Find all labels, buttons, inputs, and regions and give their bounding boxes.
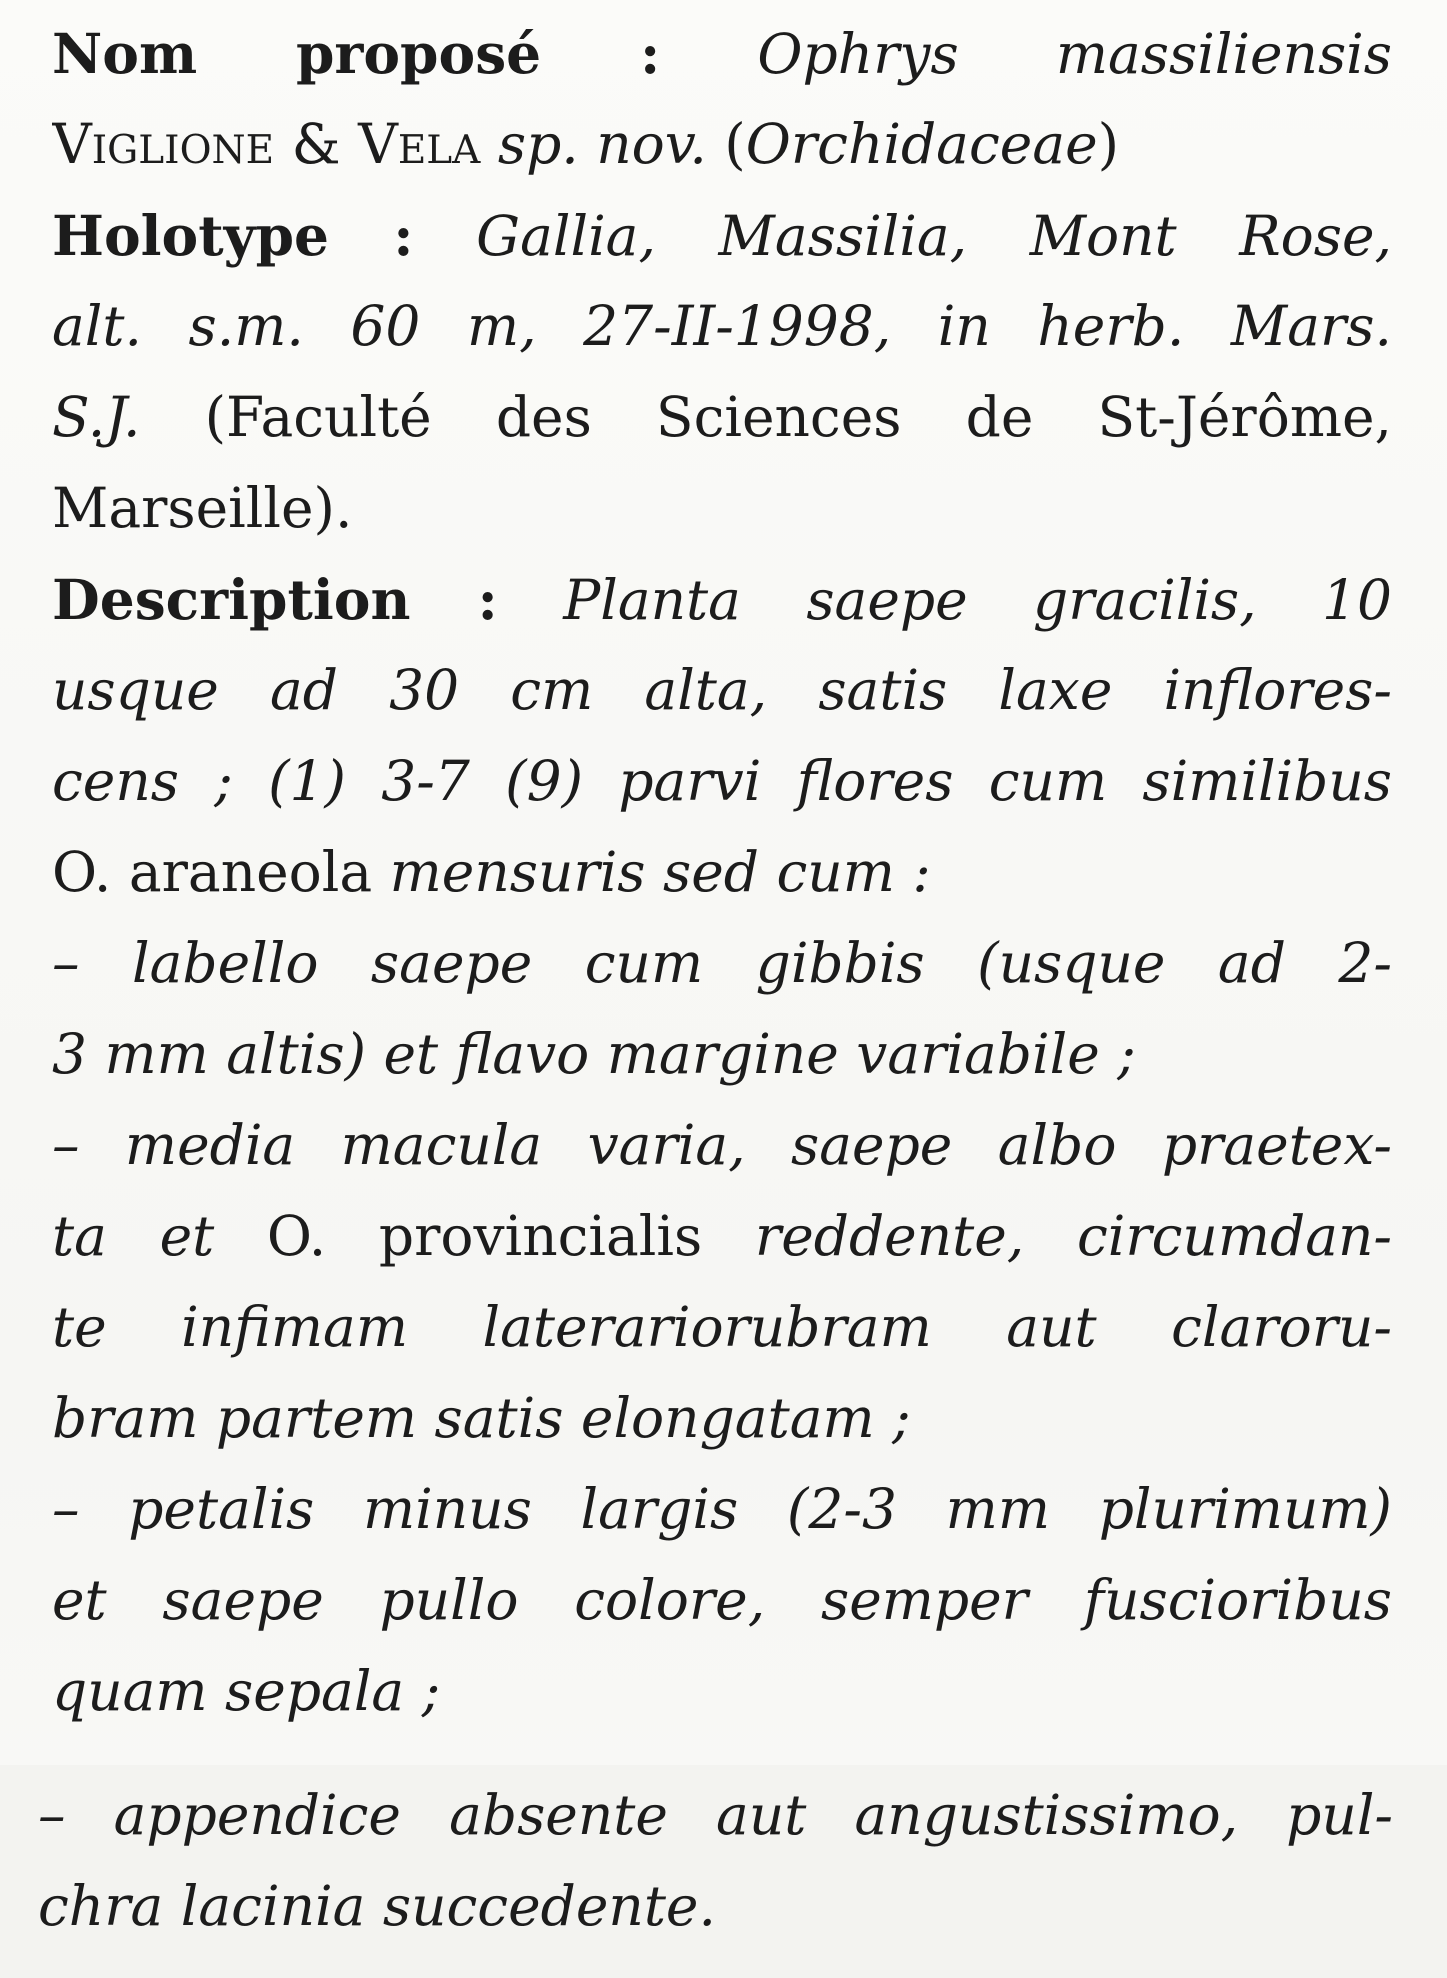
item-macula-c: te infimam laterariorubram aut claroru- <box>52 1295 1392 1359</box>
description-line-4 <box>52 827 1392 918</box>
herbarium-code: S.J. <box>52 385 141 449</box>
holotype-line-3 <box>52 372 1392 463</box>
item-labellum-b: 3 mm altis) et flavo margine variabile ; <box>52 1022 1136 1086</box>
description-line-1 <box>52 554 1392 645</box>
taxon-provincialis: O. provincialis <box>266 1204 703 1268</box>
sp-nov: sp. nov. <box>497 112 707 176</box>
description-text-4: mensuris sed cum : <box>389 840 931 904</box>
ampersand: & <box>291 112 341 176</box>
species-name: Ophrys massiliensis <box>757 22 1392 86</box>
taxon-araneola: O. araneola <box>52 840 373 904</box>
description-text-1: Planta saepe gracilis, 10 <box>563 568 1392 632</box>
family-close-paren: ) <box>1097 112 1120 176</box>
family-open-paren: ( <box>724 112 746 176</box>
last-item-block <box>38 1770 1393 1952</box>
author-2: Vela <box>358 112 481 176</box>
item-macula-a: – media macula varia, saepe albo praetex- <box>52 1113 1392 1177</box>
item-petals-a: – petalis minus largis (2-3 mm plurimum) <box>52 1477 1392 1541</box>
holotype-line-4: Marseille). <box>52 476 353 540</box>
nom-label: Nom proposé : <box>52 21 661 86</box>
item-petals-b: et saepe pullo colore, semper fuscioribus <box>52 1568 1392 1632</box>
description-line-3: cens ; (1) 3-7 (9) parvi flores cum similibus <box>52 749 1392 813</box>
item-appendix-b: chra lacinia succedente. <box>38 1874 716 1938</box>
item-macula-b <box>52 1191 1392 1282</box>
item-labellum-a: – labello saepe cum gibbis (usque ad 2- <box>52 931 1392 995</box>
item-macula-d: bram partem satis elongatam ; <box>52 1386 911 1450</box>
nom-line-1 <box>52 8 1392 99</box>
faculty-name: (Faculté des Sciences de St-Jérôme, <box>204 385 1392 449</box>
family-name: Orchidaceae <box>745 112 1098 176</box>
item-macula-b-pre: ta et <box>52 1204 215 1268</box>
nom-line-2 <box>52 99 1392 190</box>
description-line-2: usque ad 30 cm alta, satis laxe inflores- <box>52 658 1392 722</box>
holotype-line-1 <box>52 190 1392 281</box>
holotype-label: Holotype : <box>52 203 414 268</box>
item-petals-c: quam sepala ; <box>52 1659 441 1723</box>
holotype-locality: Gallia, Massilia, Mont Rose, <box>476 204 1392 268</box>
text-column <box>52 8 1392 1737</box>
item-appendix-a: – appendice absente aut angustissimo, pul- <box>38 1783 1393 1847</box>
holotype-line-2: alt. s.m. 60 m, 27-II-1998, in herb. Mars. <box>52 294 1392 358</box>
description-label: Description : <box>52 567 498 632</box>
item-macula-b-post: reddente, circumdan- <box>754 1204 1392 1268</box>
author-1: Viglione <box>52 112 275 176</box>
